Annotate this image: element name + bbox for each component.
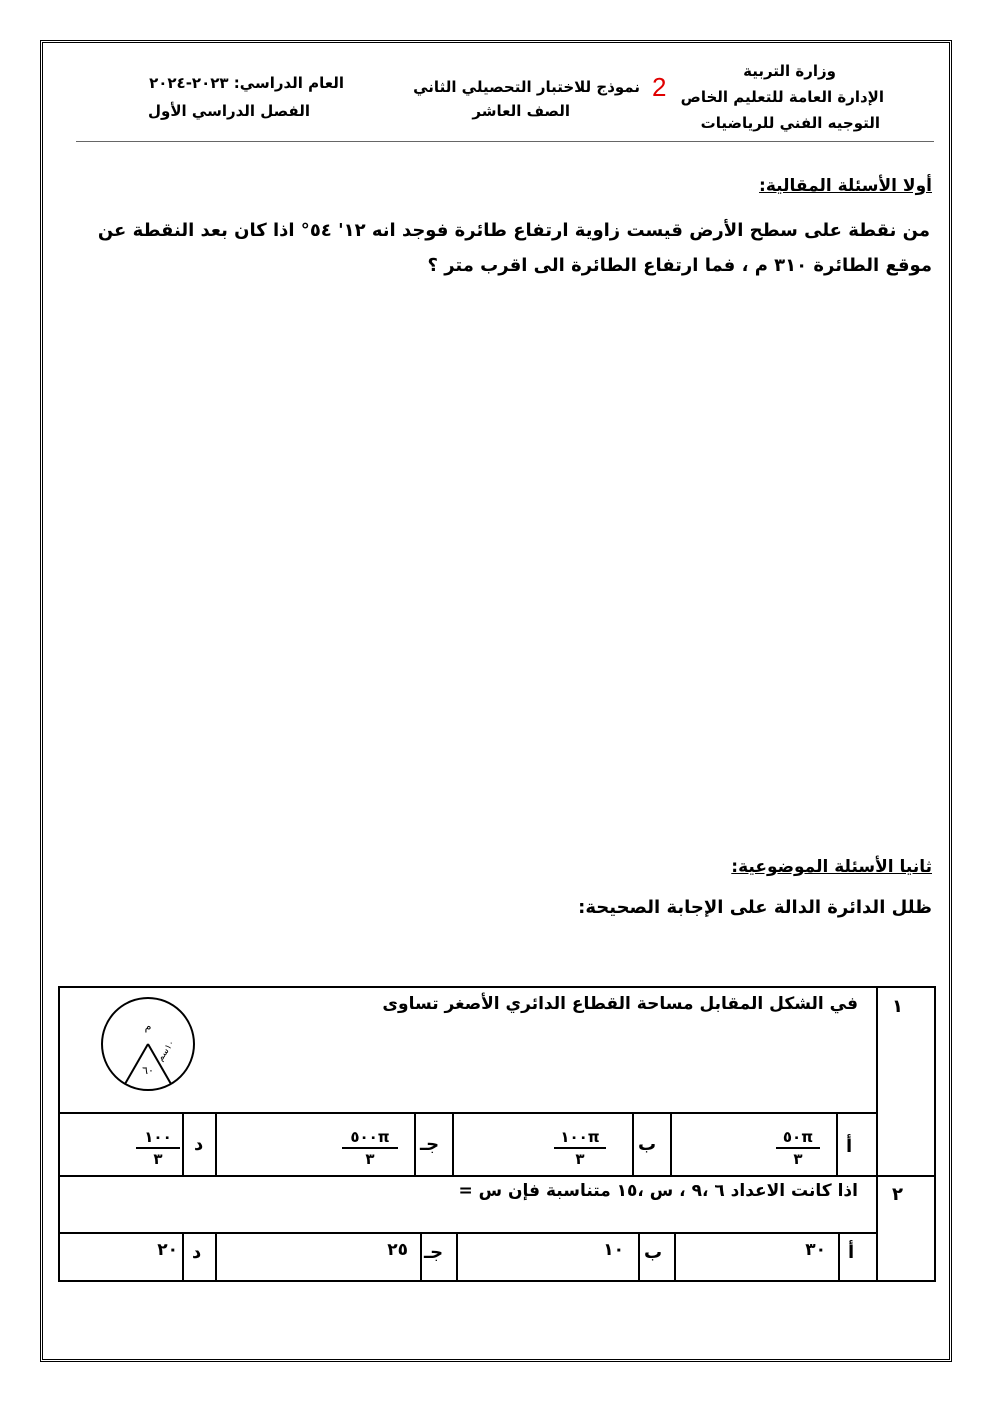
q1-option-c-label[interactable]: جـ [420,1134,440,1155]
question-1-number: ١ [892,996,903,1017]
q1-option-d-label[interactable]: د [194,1134,204,1155]
essay-heading: أولا الأسئلة المقالية: [759,176,932,196]
question-2-text: اذا كانت الاعداد ٦ ،٩ ، س ،١٥ متناسبة فإن س = [458,1181,858,1201]
exam-title: نموذج للاختبار التحصيلي الثاني [413,78,640,96]
q2-option-d-label[interactable]: د [192,1242,202,1263]
q2-option-a-value[interactable]: ٣٠ [805,1240,826,1260]
q2-option-b-label[interactable]: ب [644,1242,663,1263]
radius-label: ١٠سم [155,1038,178,1064]
q1-option-a-value[interactable]: ٥٠π ٣ [776,1128,820,1168]
header-divider [76,141,934,142]
directorate-name: الإدارة العامة للتعليم الخاص [680,88,884,106]
angle-label: ٦٠ [142,1064,154,1077]
center-label: م [144,1020,152,1033]
supervision-name: التوجيه الفني للرياضيات [700,114,880,132]
ministry-name: وزارة التربية [743,62,836,80]
q2-option-c-label[interactable]: جـ [424,1242,444,1263]
q1-option-c-value[interactable]: ٥٠٠π ٣ [342,1128,398,1168]
q1-option-b-value[interactable]: ١٠٠π ٣ [554,1128,606,1168]
q2-option-b-value[interactable]: ١٠ [603,1240,624,1260]
q2-option-c-value[interactable]: ٢٥ [387,1240,408,1260]
question-1-text: في الشكل المقابل مساحة القطاع الدائري الأصغر تساوى [382,994,858,1014]
questions-table [58,986,936,1282]
objective-heading: ثانيا الأسئلة الموضوعية: [731,857,932,877]
model-number: 2 [652,72,667,102]
grade-label: الصف العاشر [472,102,570,120]
q2-option-d-value[interactable]: ٢٠ [157,1240,178,1260]
objective-instruction: ظلل الدائرة الدالة على الإجابة الصحيحة: [578,897,932,918]
essay-question-line-2: موقع الطائرة ٣١٠ م ، فما ارتفاع الطائرة الى اقرب متر ؟ [427,255,932,276]
question-2-number: ٢ [892,1184,903,1205]
q1-option-d-value[interactable]: ١٠٠ ٣ [136,1128,180,1168]
essay-question-line-1: من نقطة على سطح الأرض قيست زاوية ارتفاع طائرة فوجد انه ١٢' ٥٤° اذا كان بعد النقطة عن [97,220,930,241]
q1-option-a-label[interactable]: أ [846,1136,853,1157]
q2-option-a-label[interactable]: أ [848,1242,855,1263]
q1-option-b-label[interactable]: ب [638,1134,657,1155]
sector-figure [98,994,198,1094]
semester-label: الفصل الدراسي الأول [148,102,310,120]
academic-year: العام الدراسي: ٢٠٢٣-٢٠٢٤ [149,74,344,92]
